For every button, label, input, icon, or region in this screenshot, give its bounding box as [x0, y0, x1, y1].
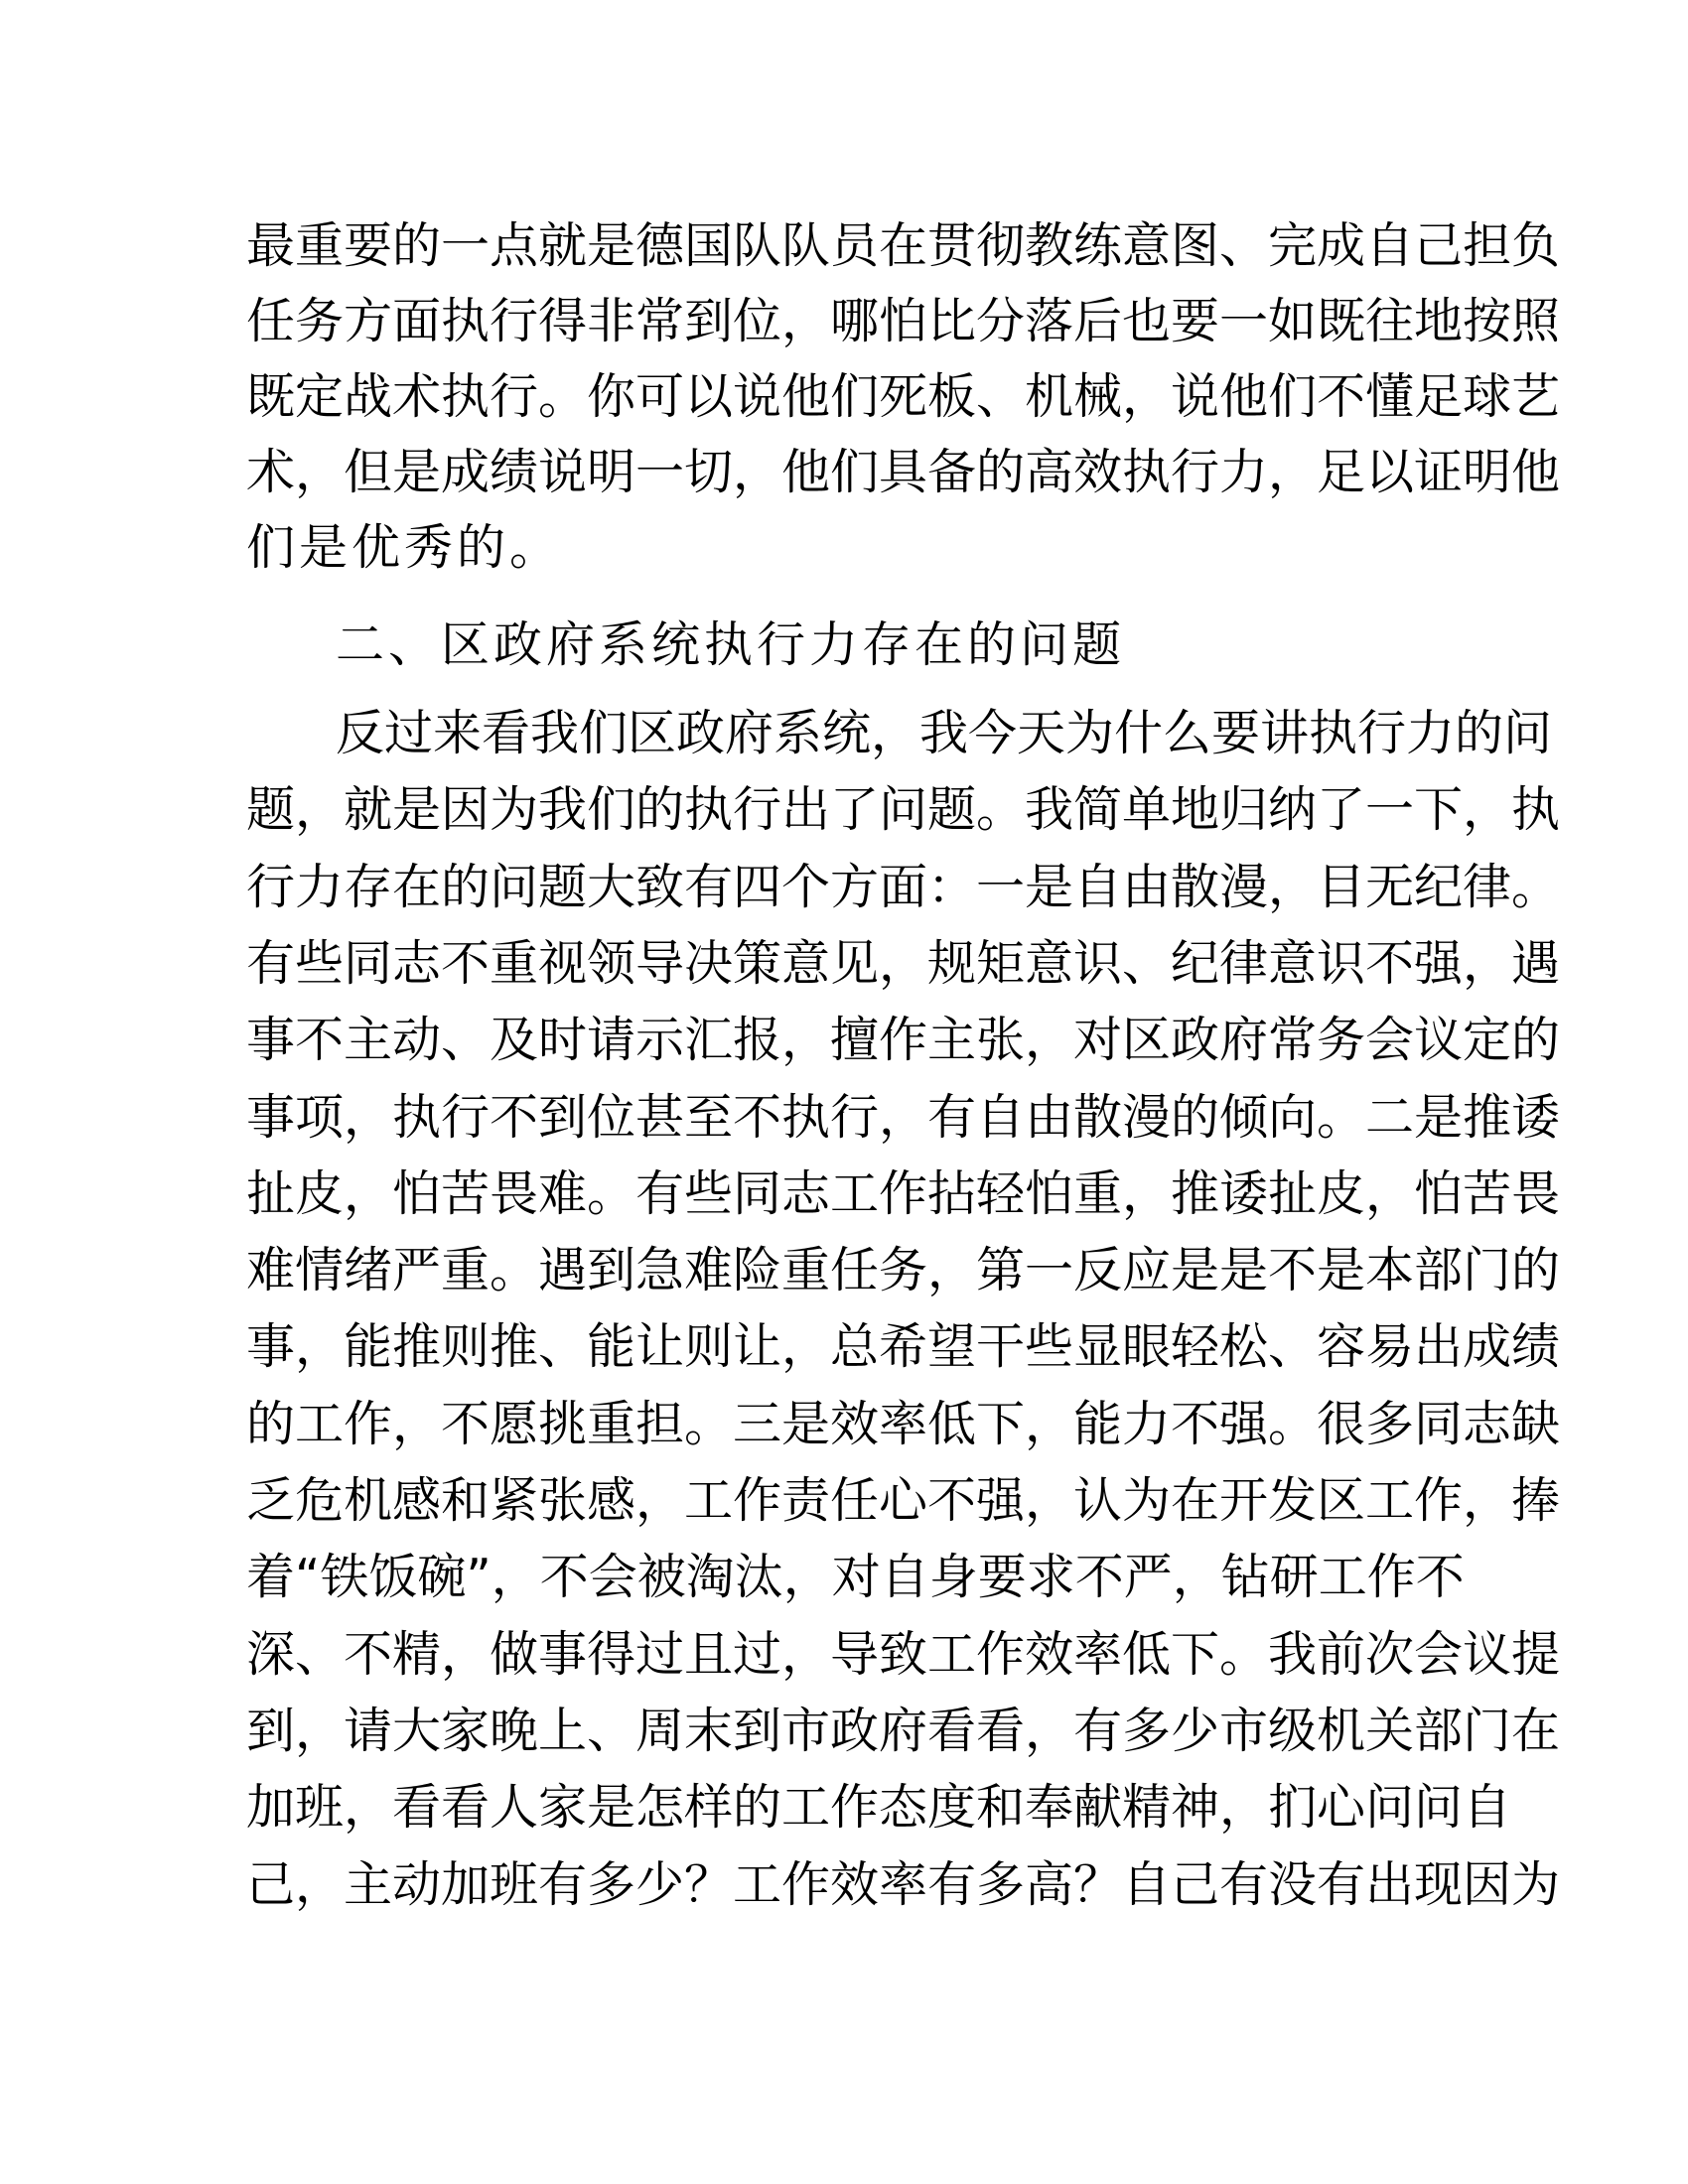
text-line: 深、不精，做事得过且过，导致工作效率低下。我前次会议提: [246, 1625, 1561, 1683]
text-line: 事不主动、及时请示汇报，擅作主张，对区政府常务会议定的: [246, 1012, 1561, 1069]
text-line: 有些同志不重视领导决策意见，规矩意识、纪律意识不强，遇: [246, 934, 1561, 992]
text-line: 扯皮，怕苦畏难。有些同志工作拈轻怕重，推诿扯皮，怕苦畏: [246, 1164, 1561, 1222]
text-line: 既定战术执行。你可以说他们死板、机械，说他们不懂足球艺: [246, 368, 1561, 425]
text-line: 己，主动加班有多少？工作效率有多高？自己有没有出现因为: [246, 1855, 1561, 1913]
text-line: 到，请大家晚上、周末到市政府看看，有多少市级机关部门在: [246, 1702, 1561, 1759]
text-line: 题，就是因为我们的执行出了问题。我简单地归纳了一下，执: [246, 781, 1561, 839]
text-line: 任务方面执行得非常到位，哪怕比分落后也要一如既往地按照: [246, 293, 1561, 349]
text-line: 行力存在的问题大致有四个方面：一是自由散漫，目无纪律。: [246, 858, 1561, 915]
text-line: 乏危机感和紧张感，工作责任心不强，认为在开发区工作，捧: [246, 1472, 1561, 1529]
section-heading: 二、区政府系统执行力存在的问题: [336, 616, 1126, 673]
text-line: 反过来看我们区政府系统，我今天为什么要讲执行力的问: [336, 705, 1553, 761]
text-line: 难情绪严重。遇到急难险重任务，第一反应是是不是本部门的: [246, 1242, 1561, 1299]
text-line: 术，但是成绩说明一切，他们具备的高效执行力，足以证明他: [246, 444, 1561, 500]
text-line: 事项，执行不到位甚至不执行，有自由散漫的倾向。二是推诿: [246, 1088, 1561, 1146]
text-line: 着“铁饭碗”，不会被淘汰，对自身要求不严，钻研工作不: [246, 1549, 1465, 1606]
text-line: 事，能推则推、能让则让，总希望干些显眼轻松、容易出成绩: [246, 1318, 1561, 1376]
text-line: 加班，看看人家是怎样的工作态度和奉献精神，扪心问问自: [246, 1779, 1512, 1837]
text-line: 们是优秀的。: [246, 519, 563, 576]
text-line: 的工作，不愿挑重担。三是效率低下，能力不强。很多同志缺: [246, 1395, 1561, 1452]
text-line: 最重要的一点就是德国队队员在贯彻教练意图、完成自己担负: [246, 217, 1561, 274]
